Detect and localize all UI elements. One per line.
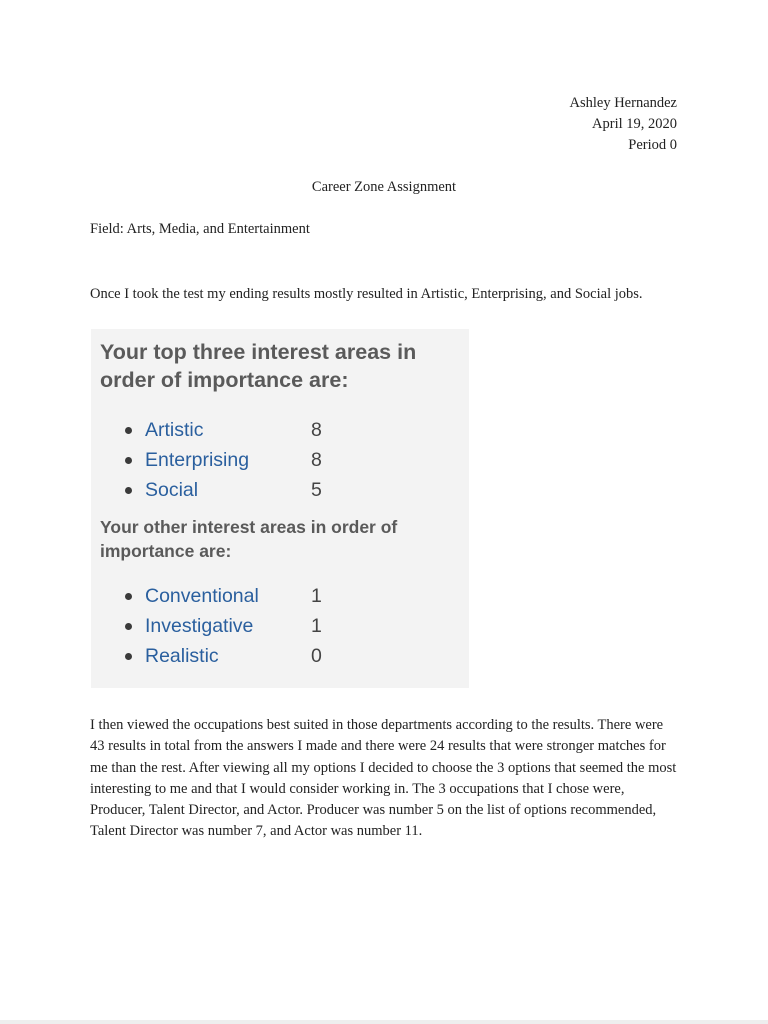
interest-results-image bbox=[91, 329, 469, 688]
document-date: April 19, 2020 bbox=[592, 116, 677, 132]
interest-name: Realistic bbox=[145, 645, 219, 667]
bullet-icon bbox=[125, 427, 132, 434]
top-interests-list bbox=[91, 416, 469, 506]
field-line: Field: Arts, Media, and Entertainment bbox=[90, 221, 310, 237]
interest-item-investigative bbox=[91, 612, 469, 642]
interest-score: 8 bbox=[311, 419, 322, 441]
bullet-icon bbox=[125, 623, 132, 630]
other-interests-list bbox=[91, 582, 469, 672]
interest-item-social bbox=[91, 476, 469, 506]
document-title: Career Zone Assignment bbox=[311, 179, 457, 195]
top-interests-heading: Your top three interest areas in order of importance are: bbox=[100, 340, 417, 392]
bullet-icon bbox=[125, 487, 132, 494]
bullet-icon bbox=[125, 593, 132, 600]
interest-item-artistic bbox=[91, 416, 469, 446]
bullet-icon bbox=[125, 457, 132, 464]
header-block bbox=[570, 93, 678, 156]
interest-score: 8 bbox=[311, 449, 322, 471]
class-period: Period 0 bbox=[628, 137, 677, 153]
interest-name: Conventional bbox=[145, 585, 259, 607]
interest-item-realistic bbox=[91, 642, 469, 672]
other-interests-heading: Your other interest areas in order of importance are: bbox=[100, 517, 398, 561]
interest-name: Investigative bbox=[145, 615, 254, 637]
interest-name: Social bbox=[145, 479, 199, 501]
interest-item-enterprising bbox=[91, 446, 469, 476]
interest-item-conventional bbox=[91, 582, 469, 612]
page-bottom-edge bbox=[0, 1020, 768, 1024]
interest-score: 1 bbox=[311, 585, 322, 607]
interest-score: 5 bbox=[311, 479, 322, 501]
intro-paragraph: Once I took the test my ending results mostly resulted in Artistic, Enterprising, and Social jobs. bbox=[90, 286, 643, 302]
interest-name: Artistic bbox=[145, 419, 204, 441]
body-paragraph: I then viewed the occupations best suited in those departments according to the results. There were 43 results in total from the answers I made and there were 24 results that were stronger matches for me than the rest. After viewing all my options I decided to choose the 3 options that seemed the most interesting to me and that I would consider working in. The 3 occupations that I chose were, Producer, Talent Director, and Actor. Producer was number 5 on the list of options recommended, Talent Director was number 7, and Actor was number 11. bbox=[90, 717, 677, 840]
interest-score: 0 bbox=[311, 645, 322, 667]
interest-name: Enterprising bbox=[145, 449, 250, 471]
bullet-icon bbox=[125, 653, 132, 660]
author-name: Ashley Hernandez bbox=[569, 95, 677, 111]
interest-score: 1 bbox=[311, 615, 322, 637]
